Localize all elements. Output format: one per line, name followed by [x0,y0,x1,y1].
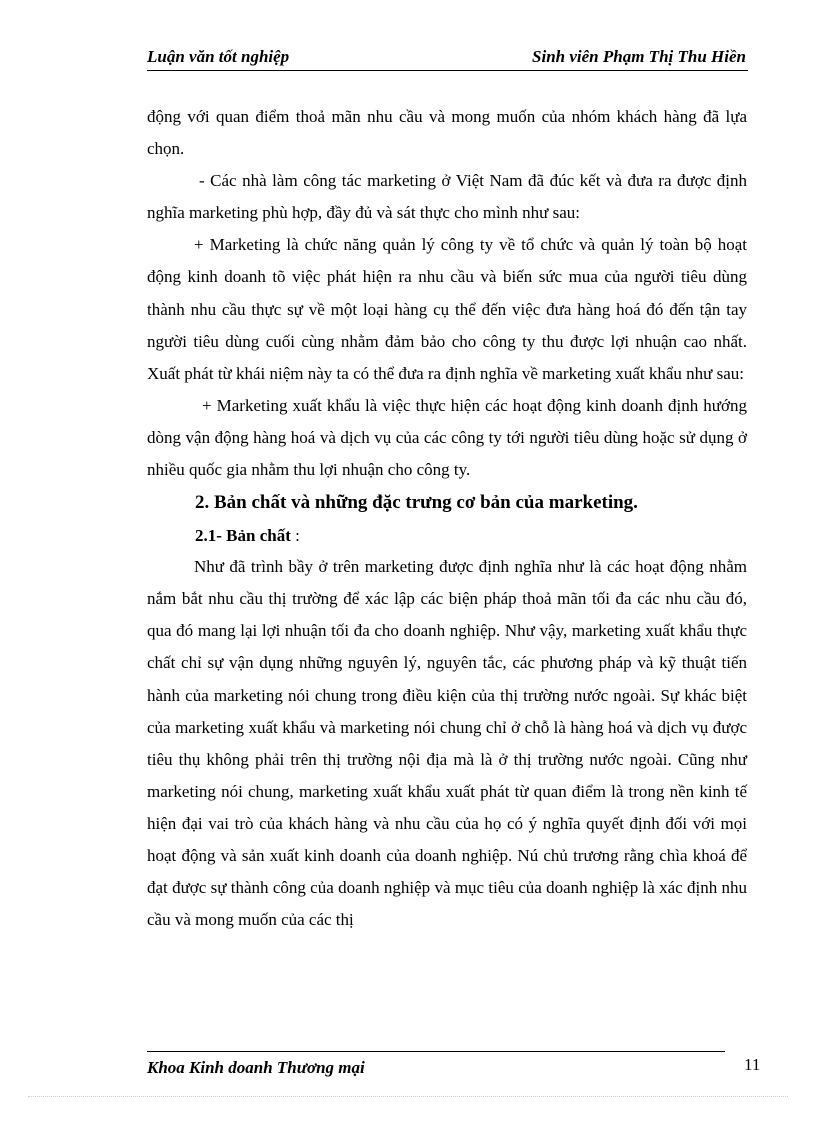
paragraph-vietnam-definition: - Các nhà làm công tác marketing ở Việt Nam đã đúc kết và đưa ra được định nghĩa marketing phù hợp, đầy đủ và sát thực cho mình như sau: [147,171,747,223]
document-body [147,101,747,936]
paragraph-marketing-definition: + Marketing là chức năng quản lý công ty về tổ chức và quản lý toàn bộ hoạt động kinh doanh tõ việc phát hiện ra nhu cầu và biến sức mua của người tiêu dùng thành nhu cầu thực sự về một loại hàng cụ thể đến việc đưa hàng hoá đó đến tận tay người tiêu dùng cuối cùng nhằm đảm bảo cho công ty thu được lợi nhuận cao nhất. Xuất phát từ khái niệm này ta có thể đưa ra định nghĩa về marketing xuất khẩu như sau: [147,235,747,383]
subsection-heading [147,520,747,551]
subsection-heading-suffix: : [290,526,300,546]
paragraph-export-marketing-definition: + Marketing xuất khẩu là việc thực hiện các hoạt động kinh doanh định hướng dòng vận động hàng hoá và dịch vụ của các công ty tới người tiêu dùng hoặc sử dụng ở nhiều quốc gia nhằm thu lợi nhuận cho công ty. [147,395,747,480]
page-edge-dotted-line [28,1096,788,1097]
page-number: 11 [744,1055,761,1074]
footer-divider [147,1051,725,1052]
paragraph-continuation: động với quan điểm thoả mãn nhu cầu và mong muốn của nhóm khách hàng đã lựa chọn. [147,107,747,159]
section-heading: 2. Bản chất và những đặc trưng cơ bản của marketing. [195,492,638,514]
subsection-heading-bold: 2.1- Bản chất [195,526,291,546]
page-header [147,44,748,71]
header-student-name: Sinh viên Phạm Thị Thu Hiền [532,47,746,66]
footer-faculty: Khoa Kinh doanh Thương mại [147,1058,365,1077]
header-thesis-title: Luận văn tốt nghiệp [147,47,290,66]
paragraph-essence: Như đã trình bầy ở trên marketing được định nghĩa như là các hoạt động nhằm nắm bắt nhu cầu thị trường để xác lập các biện pháp thoả mãn tối đa các nhu cầu đó, qua đó mang lại lợi nhuận tối đa cho doanh nghiệp. Như vậy, marketing xuất khẩu thực chất chỉ sự vận dụng những nguyên lý, nguyên tắc, các phương pháp và kỹ thuật tiến hành của marketing nói chung trong điều kiện của thị trường nước ngoài. Sự khác biệt của marketing xuất khẩu và marketing nói chung chỉ ở chỗ là hàng hoá và dịch vụ được tiêu thụ không phải trên thị trường nội địa mà là ở thị trường nước ngoài. Cũng như marketing nói chung, marketing xuất khẩu xuất phát từ quan điểm là trong nền kinh tế hiện đại vai trò của khách hàng và nhu cầu của họ có ý nghĩa quyết định đối với mọi hoạt động và sản xuất kinh doanh của doanh nghiệp. Nú chủ trương rằng chìa khoá để đạt được sự thành công của doanh nghiệp và mục tiêu của doanh nghiệp là xác định nhu cầu và mong muốn của các thị [147,557,747,930]
